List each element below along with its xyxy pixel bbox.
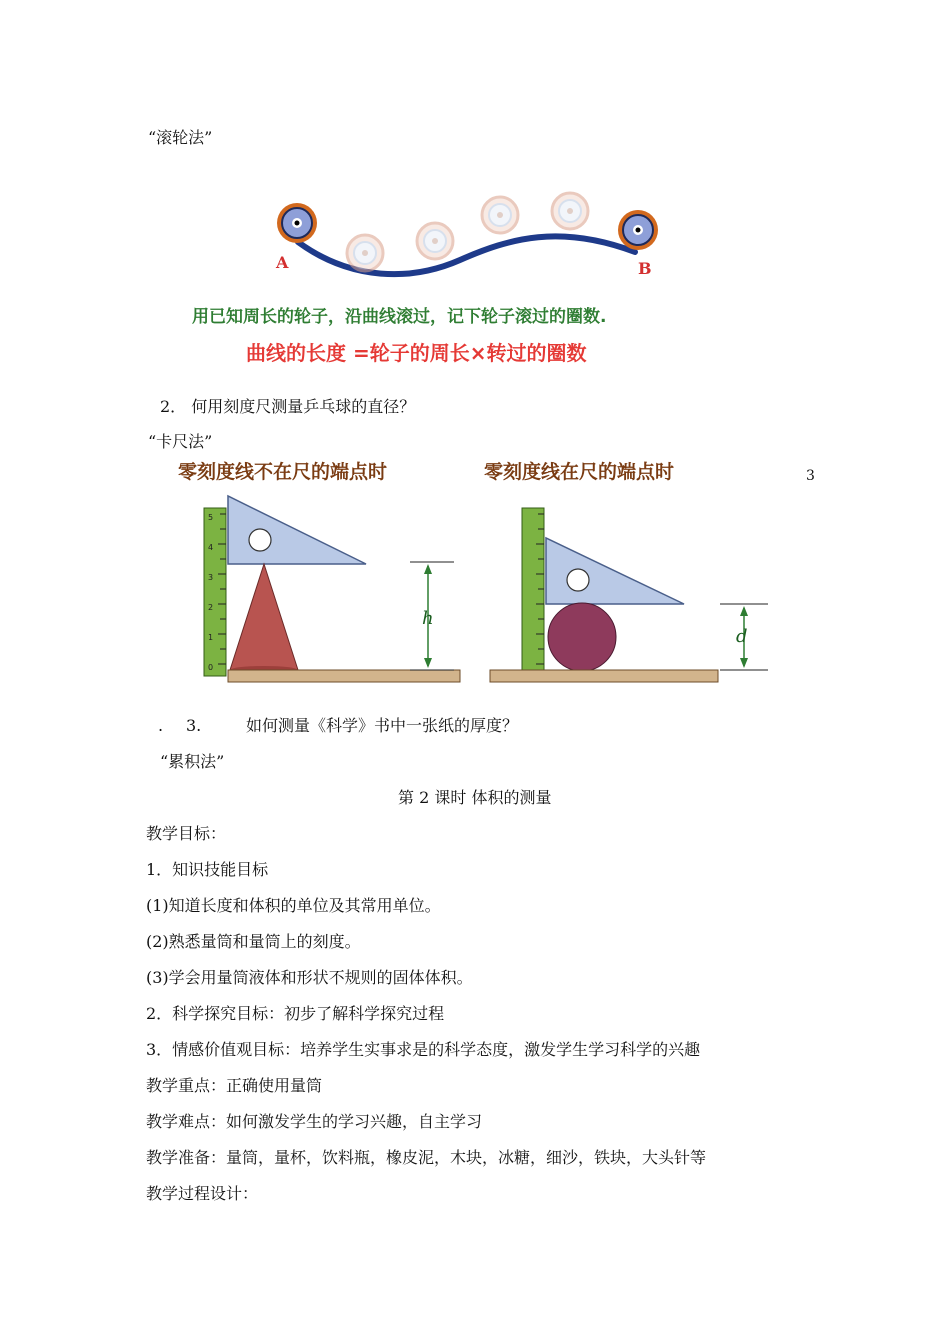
ruler-tick-label: 4 xyxy=(208,543,214,552)
caliper-title-right: 零刻度线在尺的端点时 xyxy=(484,461,675,483)
content-line: (2)熟悉量筒和量筒上的刻度。 xyxy=(146,932,361,951)
ruler-left xyxy=(204,508,226,676)
board-right xyxy=(490,670,718,682)
heading-roll-method: “滚轮法” xyxy=(148,128,213,147)
faded-wheel xyxy=(417,223,453,259)
question-3: 如何测量《科学》书中一张纸的厚度？ xyxy=(246,716,519,735)
heading-caliper-method: “卡尺法” xyxy=(148,432,213,451)
content-line: 教学难点：如何激发学生的学习兴趣，自主学习 xyxy=(146,1112,483,1131)
set-square-right xyxy=(546,538,684,604)
page-number: 3 xyxy=(806,468,815,484)
ruler-tick-label: 3 xyxy=(208,573,214,582)
wheel-start xyxy=(277,203,317,243)
faded-wheel xyxy=(482,197,518,233)
ruler-right xyxy=(522,508,544,676)
content-line: 2．科学探究目标：初步了解科学探究过程 xyxy=(146,1004,445,1023)
set-square-left xyxy=(228,496,366,564)
rolling-wheel-figure xyxy=(180,190,740,370)
label-d: d xyxy=(736,626,748,647)
question-3-dot: . xyxy=(158,716,164,735)
faded-wheel xyxy=(552,193,588,229)
label-b: B xyxy=(638,259,652,278)
ruler-tick-label: 0 xyxy=(208,663,214,672)
label-h: h xyxy=(422,608,434,629)
content-line: 1．知识技能目标 xyxy=(146,860,269,879)
heading-accumulation-method: “累积法” xyxy=(160,752,225,771)
content-line: 教学重点：正确使用量筒 xyxy=(146,1076,323,1095)
content-line: (3)学会用量筒液体和形状不规则的固体体积。 xyxy=(146,968,473,987)
ruler-tick-label: 5 xyxy=(208,513,214,522)
ping-pong-ball xyxy=(548,603,616,671)
ruler-tick-label: 1 xyxy=(208,633,214,642)
ruler-tick-label: 2 xyxy=(208,603,214,612)
lesson-title: 第 2 课时 体积的测量 xyxy=(398,788,552,807)
content-line: 教学过程设计： xyxy=(146,1184,259,1203)
caption-green: 用已知周长的轮子，沿曲线滚过，记下轮子滚过的圈数. xyxy=(192,307,607,327)
board-left xyxy=(228,670,460,682)
wheel-end xyxy=(618,210,658,250)
content-line: (1)知道长度和体积的单位及其常用单位。 xyxy=(146,896,441,915)
content-line: 3．情感价值观目标：培养学生实事求是的科学态度，激发学生学习科学的兴趣 xyxy=(146,1040,701,1059)
label-a: A xyxy=(276,253,289,272)
caption-red: 曲线的长度 =轮子的周长×转过的圈数 xyxy=(246,341,587,365)
caliper-title-left: 零刻度线不在尺的端点时 xyxy=(178,461,388,483)
cone xyxy=(230,564,298,670)
question-3-number: 3. xyxy=(186,716,202,735)
faded-wheel xyxy=(347,235,383,271)
objectives-label: 教学目标： xyxy=(146,824,227,843)
content-line: 教学准备：量筒，量杯，饮料瓶，橡皮泥，木块，冰糖，细沙，铁块，大头针等 xyxy=(146,1148,707,1167)
caliper-figure xyxy=(172,454,782,689)
question-2: 2． 何用刻度尺测量乒乓球的直径？ xyxy=(160,397,416,416)
